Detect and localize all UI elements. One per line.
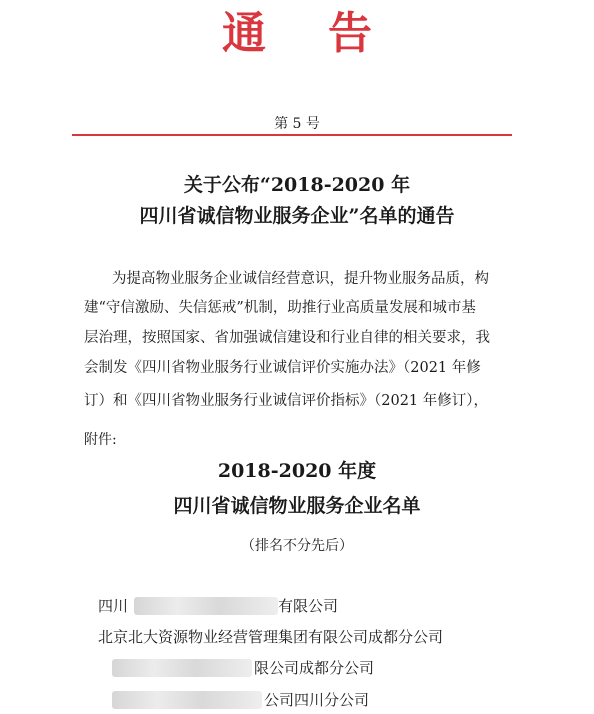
redacted-block [134, 597, 278, 615]
attachment-title-line-2: 四川省诚信物业服务企业名单 [173, 495, 421, 517]
company-name-suffix: 限公司成都分公司 [254, 659, 375, 677]
body-line-5: 订）和《四川省物业服务行业诚信评价指标》（2021 年修订）， [84, 393, 489, 409]
notice-header-title: 通告 [222, 8, 434, 59]
company-name-suffix: 有限公司 [278, 597, 339, 615]
list-item [98, 656, 518, 680]
list-item [98, 625, 518, 649]
document-number: 第 5 号 [274, 116, 320, 132]
body-line-4: 会制发《四川省物业服务行业诚信评价实施办法》（2021 年修 [84, 360, 481, 376]
notice-title-line-1: 关于公布“2018-2020 年 [183, 174, 411, 196]
body-line-1: 为提高物业服务企业诚信经营意识，提升物业服务品质，构 [112, 271, 489, 287]
redacted-block [112, 691, 262, 709]
company-name: 北京北大资源物业经营管理集团有限公司成都分公司 [98, 628, 444, 646]
company-name-prefix: 四川 [98, 597, 129, 615]
attachment-title-line-1: 2018-2020 年度 [217, 460, 377, 482]
redacted-block [112, 659, 252, 677]
body-line-2: 建“守信激励、失信惩戒”机制，助推行业高质量发展和城市基 [84, 300, 476, 316]
list-item [98, 688, 518, 712]
attachment-label: 附件: [84, 432, 117, 448]
red-divider-line [72, 134, 512, 136]
ranking-note: （排名不分先后） [241, 538, 353, 554]
notice-title-line-2: 四川省诚信物业服务企业”名单的通告 [139, 205, 455, 227]
body-line-3: 层治理，按照国家、省加强诚信建设和行业自律的相关要求，我 [84, 330, 490, 346]
list-item [98, 594, 518, 618]
company-name-suffix: 公司四川分公司 [264, 691, 370, 709]
